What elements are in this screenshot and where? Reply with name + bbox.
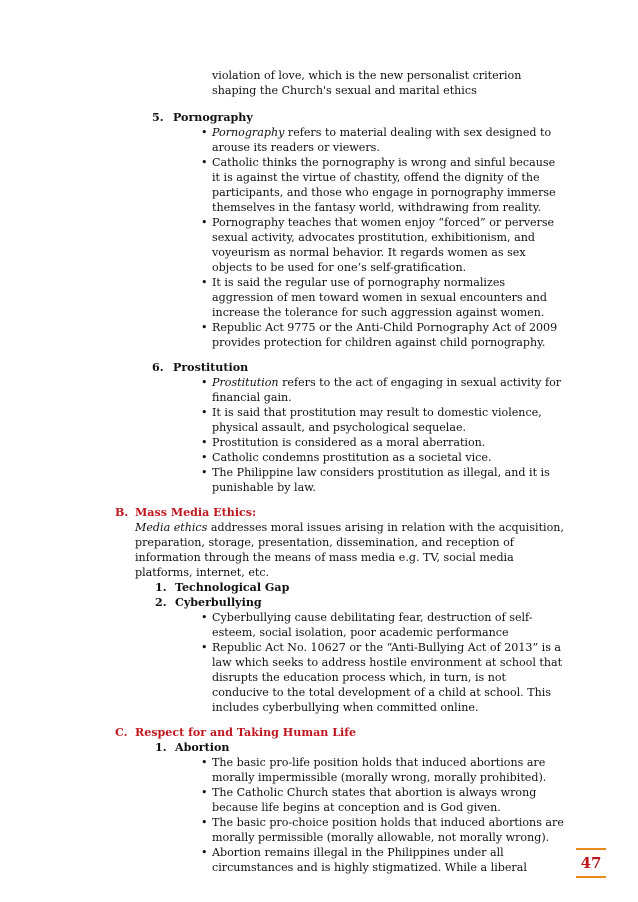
section-heading-pornography: Pornography: [173, 111, 253, 124]
text-line: esteem, social isolation, poor academic performance: [212, 626, 509, 639]
bullet-item: • Pornography refers to material dealing with sex designed to: [212, 125, 551, 140]
paragraph-line: Media ethics addresses moral issues arising in relation with the acquisition,: [135, 521, 564, 534]
text-line: arouse its readers or viewers.: [212, 141, 380, 154]
section-heading-mass-media-ethics: Mass Media Ethics:: [135, 506, 257, 519]
bullet-item: • Republic Act 9775 or the Anti-Child Pornography Act of 2009: [212, 320, 557, 335]
bullet-item: • It is said the regular use of pornography normalizes: [212, 275, 505, 290]
text-line: financial gain.: [212, 391, 292, 404]
subheading-cyberbullying: Cyberbullying: [175, 596, 262, 609]
subheading-technological-gap: Technological Gap: [175, 581, 290, 594]
text-line: themselves in the fantasy world, withdrawing from reality.: [212, 201, 542, 214]
bullet-item: • Prostitution is considered as a moral aberration.: [212, 435, 485, 450]
text-line: morally impermissible (morally wrong, morally prohibited).: [212, 771, 547, 784]
section-letter: B.: [115, 506, 129, 519]
list-number: 1.: [155, 741, 167, 754]
list-number: 6.: [152, 361, 164, 374]
bullet-item: • Abortion remains illegal in the Philippines under all: [212, 845, 504, 860]
text-line: voyeurism as normal behavior. It regards women as sex: [212, 246, 526, 259]
subheading-abortion: Abortion: [175, 741, 230, 754]
text-line: because life begins at conception and is God given.: [212, 801, 501, 814]
text-line: circumstances and is highly stigmatized. While a liberal: [212, 861, 527, 874]
bullet-item: • Republic Act No. 10627 or the “Anti-Bullying Act of 2013” is a: [212, 640, 561, 655]
section-letter: C.: [115, 726, 128, 739]
text-line: includes cyberbullying when committed online.: [212, 701, 479, 714]
paragraph-line: preparation, storage, presentation, dissemination, and reception of: [135, 536, 514, 549]
list-number: 2.: [155, 596, 167, 609]
bullet-item: • The Catholic Church states that abortion is always wrong: [212, 785, 536, 800]
bullet-item: • The basic pro-choice position holds that induced abortions are: [212, 815, 564, 830]
bullet-item: • Prostitution refers to the act of engaging in sexual activity for: [212, 375, 561, 390]
term: Prostitution: [212, 376, 279, 389]
text-line: participants, and those who engage in pornography immerse: [212, 186, 556, 199]
text-line: shaping the Church's sexual and marital ethics: [212, 84, 477, 97]
text-line: law which seeks to address hostile environment at school that: [212, 656, 563, 669]
list-number: 5.: [152, 111, 164, 124]
text-line: physical assault, and psychological sequelae.: [212, 421, 467, 434]
term: Pornography: [212, 126, 285, 139]
text-line: morally permissible (morally allowable, not morally wrong).: [212, 831, 550, 844]
text-line: aggression of men toward women in sexual encounters and: [212, 291, 548, 304]
text-line: objects to be used for one’s self-gratification.: [212, 261, 467, 274]
text-line: conducive to the total development of a child at school. This: [212, 686, 552, 699]
bullet-item: • Pornography teaches that women enjoy “forced” or perverse: [212, 215, 554, 230]
bullet-item: • Catholic condemns prostitution as a societal vice.: [212, 450, 492, 465]
list-number: 1.: [155, 581, 167, 594]
bullet-item: • It is said that prostitution may result to domestic violence,: [212, 405, 542, 420]
page-number: 47: [576, 848, 606, 878]
section-heading-human-life: Respect for and Taking Human Life: [135, 726, 357, 739]
section-heading-prostitution: Prostitution: [173, 361, 249, 374]
bullet-item: • The basic pro-life position holds that induced abortions are: [212, 755, 545, 770]
text-line: it is against the virtue of chastity, offend the dignity of the: [212, 171, 540, 184]
text-line: provides protection for children against child pornography.: [212, 336, 546, 349]
paragraph-line: platforms, internet, etc.: [135, 566, 270, 579]
bullet-item: • Catholic thinks the pornography is wrong and sinful because: [212, 155, 555, 170]
text-line: sexual activity, advocates prostitution, exhibitionism, and: [212, 231, 535, 244]
bullet-item: • Cyberbullying cause debilitating fear, destruction of self-: [212, 610, 533, 625]
text-line: punishable by law.: [212, 481, 316, 494]
text-line: violation of love, which is the new personalist criterion: [212, 69, 522, 82]
text-line: disrupts the education process which, in turn, is not: [212, 671, 507, 684]
paragraph-line: information through the means of mass media e.g. TV, social media: [135, 551, 514, 564]
text-line: increase the tolerance for such aggression against women.: [212, 306, 545, 319]
term: Media ethics: [135, 521, 208, 534]
bullet-item: • The Philippine law considers prostitution as illegal, and it is: [212, 465, 550, 480]
